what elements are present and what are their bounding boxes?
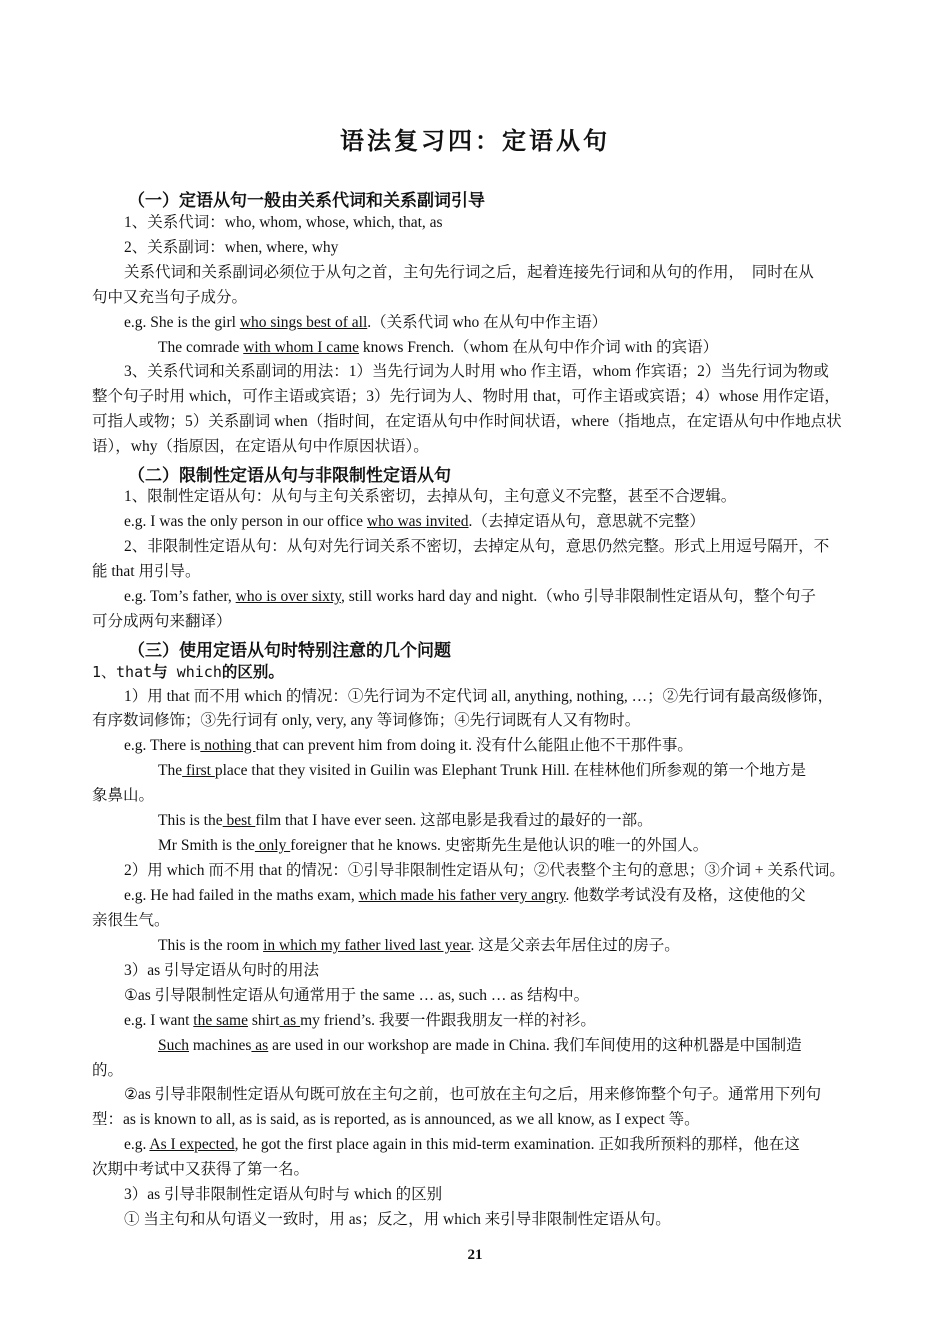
text: . 他数学考试没有及格，这使他的父 [565,887,806,904]
text: my friend’s. 我要一件跟我朋友一样的衬衫。 [300,1012,596,1029]
underlined-clause: in which my father lived last year [263,937,471,954]
text: e.g. Tom’s father, [124,588,236,605]
text-line: 有序数词修饰；③先行词有 only, very, any 等词修饰；④先行词既有人又有物时。 [92,712,641,729]
underlined-clause: which made his father very angry [358,887,566,904]
example-line [158,811,653,831]
text: place that they visited in Guilin was Elephant Trunk Hill. 在桂林他们所参观的第一个地方是 [214,762,806,779]
text-line: 整个句子时用 which，可作主语或宾语；3）先行词为人、物时用 that，可作主语或宾语；4）whose 用作定语， [92,388,840,405]
example-line [124,736,693,756]
underlined-word: as [279,1012,301,1029]
text-line: 2）用 which 而不用 that 的情况：①引导非限制性定语从句；②代表整个主句的意思；③介词 + 关系代词。 [124,862,845,879]
section-1-heading: （一）定语从句一般由关系代词和关系副词引导 [128,191,485,211]
text-line: 3、关系代词和关系副词的用法：1）当先行词为人时用 who 作主语，whom 作宾语；2）当先行词为物或 [124,363,829,380]
text: e.g. She is the girl [124,314,240,331]
text-line: 1、关系代词：who, whom, whose, which, that, as [124,214,443,231]
page-number: 21 [467,1247,483,1263]
text: knows French.（whom 在从句中作介词 with 的宾语） [359,339,719,356]
text: . 这是父亲去年居住过的房子。 [470,937,680,954]
text: The comrade [158,339,244,356]
text-line: 2、非限制性定语从句：从句对先行词关系不密切，去掉定从句，意思仍然完整。形式上用逗号隔开，不 [124,538,830,555]
text-line: 关系代词和关系副词必须位于从句之首，主句先行词之后，起着连接先行词和从句的作用， 同时在从 [124,264,814,281]
example-line [124,1135,800,1155]
text: , he got the first place again in this mid-term examination. 正如我所预料的那样，他在这 [234,1136,800,1153]
example-line [124,313,607,333]
example-line [124,587,816,607]
underlined-word: first [182,762,215,779]
underlined-word: Such [158,1037,189,1054]
text-line: 1、限制性定语从句：从句与主句关系密切，去掉从句，主句意义不完整，甚至不合逻辑。 [124,488,737,505]
text-line: ①as 引导限制性定语从句通常用于 the same … as, such … as 结构中。 [124,987,590,1004]
example-line [124,1011,596,1031]
text: The [158,762,183,779]
text-line: 能 that 用引导。 [92,563,201,580]
example-line [158,936,680,956]
text-line: 象鼻山。 [92,787,155,804]
section-3-heading: （三）使用定语从句时特别注意的几个问题 [128,641,451,661]
text-line: 的。 [92,1062,124,1079]
section-2-heading: （二）限制性定语从句与非限制性定语从句 [128,466,451,486]
underlined-word: the same [193,1012,248,1029]
text-line: 可指人或物；5）关系副词 when（指时间，在定语从句中作时间状语，where（指地点，在定语从句中作地点状 [92,413,842,430]
example-line [158,836,708,856]
underlined-clause: As I expected [149,1136,235,1153]
text-line: ① 当主句和从句语义一致时，用 as；反之，用 which 来引导非限制性定语从句。 [124,1211,671,1228]
text-line: 语），why（指原因，在定语从句中作原因状语）。 [92,438,429,455]
text: film that I have ever seen. 这部电影是我看过的最好的一部。 [255,812,653,829]
underlined-clause: who was invited [366,513,469,530]
example-line [158,338,718,358]
text-line: 亲很生气。 [92,912,170,929]
text: e.g. There is [124,737,201,754]
example-line [124,512,705,532]
underlined-clause: who sings best of all [239,314,368,331]
text: shirt [247,1012,280,1029]
text-line: 1）用 that 而不用 which 的情况：①先行词为不定代词 all, anything, nothing, …；②先行词有最高级修饰， [124,688,834,705]
text: Mr Smith is the [158,837,255,854]
text: 的区别。 [221,664,284,681]
underlined-word: as [251,1037,269,1054]
text: This is the room [158,937,264,954]
underlined-word: nothing [200,737,256,754]
text: e.g. I was the only person in our office [124,513,367,530]
text-line: 次期中考试中又获得了第一名。 [92,1161,310,1178]
text: which [167,663,222,681]
underlined-word: best [222,812,256,829]
underlined-clause: who is over sixty [235,588,341,605]
page-title: 语法复习四：定语从句 [340,126,610,155]
underlined-clause: with whom I came [243,339,360,356]
text-line: 3）as 引导定语从句时的用法 [124,962,320,979]
text: 1、that [92,663,153,681]
subheading [92,662,284,683]
text: machines [189,1037,252,1054]
example-line [124,886,806,906]
text: foreigner that he knows. 史密斯先生是他认识的唯一的外国人。 [290,837,709,854]
text: .（去掉定语从句，意思就不完整） [468,513,705,530]
text: , still works hard day and night.（who 引导非限制性定语从句，整个句子 [341,588,816,605]
text-line: 3）as 引导非限制性定语从句时与 which 的区别 [124,1186,443,1203]
text: 与 [152,664,168,681]
text: e.g. [124,1136,150,1153]
text: are used in our workshop are made in China. 我们车间使用的这种机器是中国制造 [268,1037,802,1054]
example-line [158,1036,802,1056]
text: that can prevent him from doing it. 没有什么能阻止他不干那件事。 [255,737,693,754]
underlined-word: only [254,837,291,854]
text-line: 型：as is known to all, as is said, as is reported, as is announced, as we all know, as I expect 等。 [92,1111,700,1128]
text: e.g. He had failed in the maths exam, [124,887,359,904]
example-line [158,761,806,781]
text-line: 2、关系副词：when, where, why [124,239,339,256]
text-line: 可分成两句来翻译） [92,613,232,630]
text-line: ②as 引导非限制性定语从句既可放在主句之前，也可放在主句之后，用来修饰整个句子。通常用下列句 [124,1086,822,1103]
text: This is the [158,812,223,829]
text-line: 句中又充当句子成分。 [92,289,248,306]
text: e.g. I want [124,1012,194,1029]
text: .（关系代词 who 在从句中作主语） [367,314,608,331]
